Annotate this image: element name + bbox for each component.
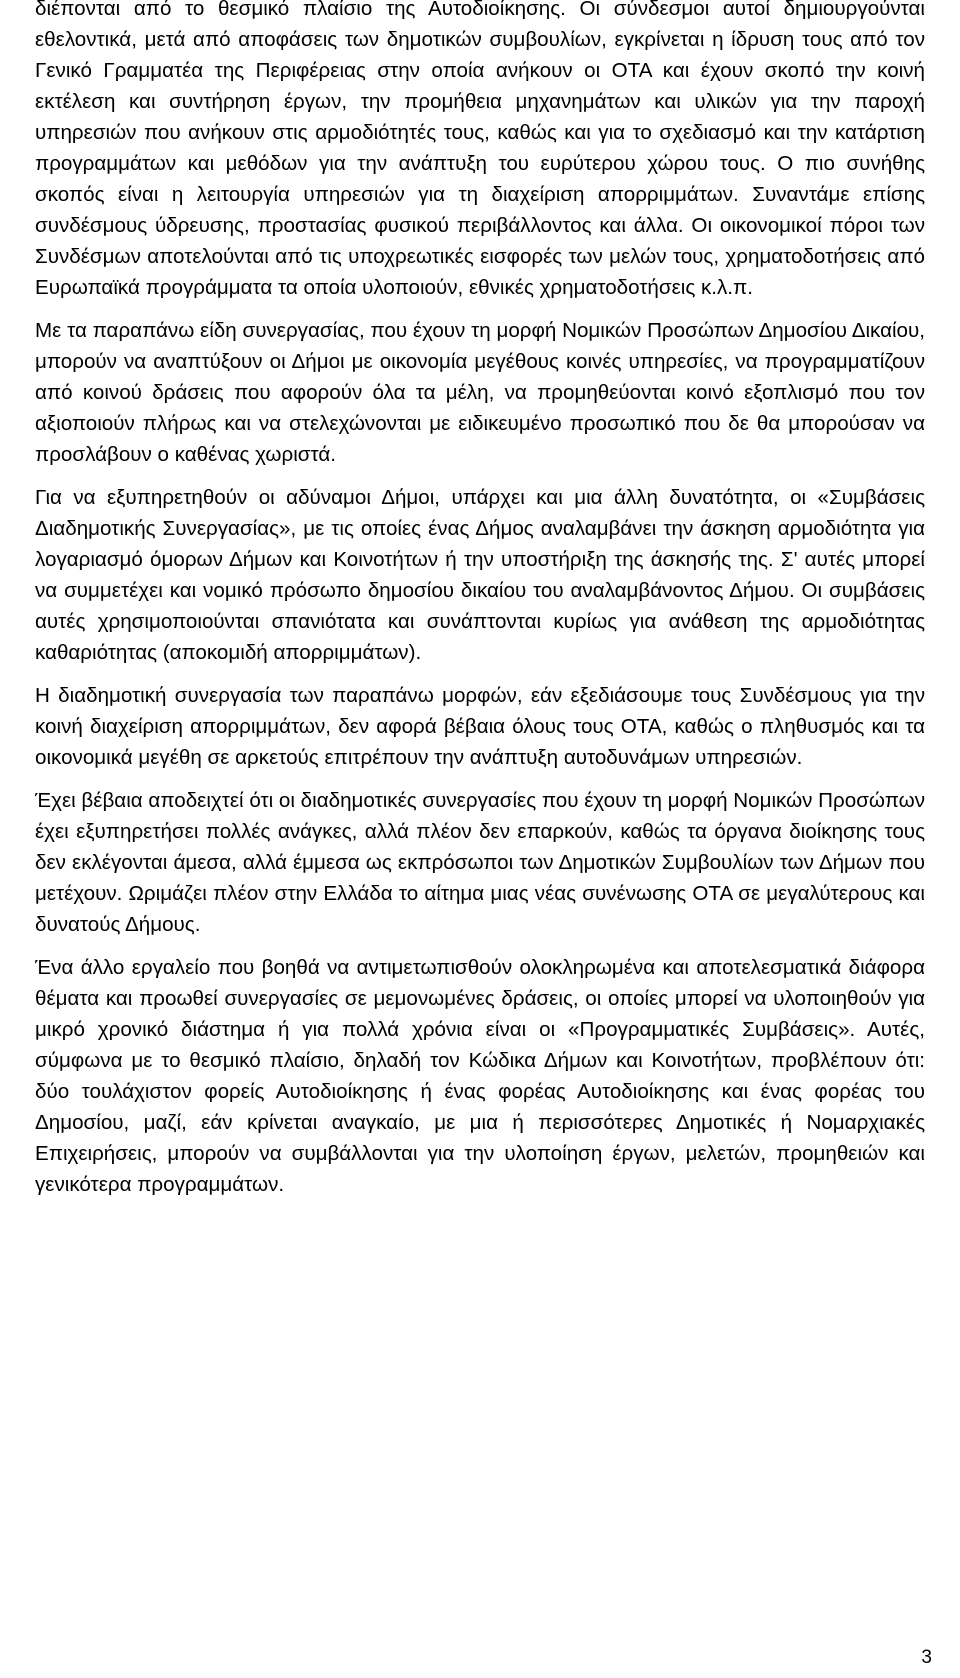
- paragraph-3: Για να εξυπηρετηθούν οι αδύναμοι Δήμοι, υπάρχει και μια άλλη δυνατότητα, οι «Συμβάσεις Διαδημοτικής Συνεργασίας», με τις οποίες ένας Δήμος αναλαμβάνει την άσκηση αρμοδιότητα για λογαριασμό όμορων Δήμων και Κοινοτήτων ή την υποστήριξη της άσκησής της. Σ' αυτές μπορεί να συμμετέχει και νομικό πρόσωπο δημοσίου δικαίου του αναλαμβάνοντος Δήμου. Οι συμβάσεις αυτές χρησιμοποιούνται σπανιότατα και συνάπτονται κυρίως για ανάθεση της αρμοδιότητας καθαριότητας (αποκομιδή απορριμμάτων).: [35, 486, 925, 664]
- paragraph-4: Η διαδημοτική συνεργασία των παραπάνω μορφών, εάν εξεδιάσουμε τους Συνδέσμους για την κοινή διαχείριση απορριμμάτων, δεν αφορά βέβαια όλους τους ΟΤΑ, καθώς ο πληθυσμός και τα οικονομικά μεγέθη σε αρκετούς επιτρέπουν την ανάπτυξη αυτοδυνάμων υπηρεσιών.: [35, 684, 925, 769]
- paragraph-1: διέπονται από το θεσμικό πλαίσιο της Αυτοδιοίκησης. Οι σύνδεσμοι αυτοί δημιουργούνται εθελοντικά, μετά από αποφάσεις των δημοτικών συμβουλίων, εγκρίνεται η ίδρυση τους από τον Γενικό Γραμματέα της Περιφέρειας στην οποία ανήκουν οι ΟΤΑ και έχουν σκοπό την κοινή εκτέλεση και συντήρηση έργων, την προμήθεια μηχανημάτων και υλικών για την παροχή υπηρεσιών που ανήκουν στις αρμοδιότητές τους, καθώς και για το σχεδιασμό και την κατάρτιση προγραμμάτων και μεθόδων για την ανάπτυξη του ευρύτερου χώρου τους. Ο πιο συνήθης σκοπός είναι η λειτουργία υπηρεσιών για τη διαχείριση απορριμμάτων. Συναντάμε επίσης συνδέσμους ύδρευσης, προστασίας φυσικού περιβάλλοντος και άλλα. Οι οικονομικοί πόροι των Συνδέσμων αποτελούνται από τις υποχρεωτικές εισφορές των μελών τους, χρηματοδοτήσεις από Ευρωπαϊκά προγράμματα τα οποία υλοποιούν, εθνικές χρηματοδοτήσεις κ.λ.π.: [35, 0, 925, 299]
- document-body: [35, 0, 925, 1200]
- paragraph-5: Έχει βέβαια αποδειχτεί ότι οι διαδημοτικές συνεργασίες που έχουν τη μορφή Νομικών Προσώπων έχει εξυπηρετήσει πολλές ανάγκες, αλλά πλέον δεν επαρκούν, καθώς τα όργανα διοίκησης τους δεν εκλέγονται άμεσα, αλλά έμμεσα ως εκπρόσωποι των Δημοτικών Συμβουλίων των Δήμων που μετέχουν. Ωριμάζει πλέον στην Ελλάδα το αίτημα μιας νέας συνένωσης ΟΤΑ σε μεγαλύτερους και δυνατούς Δήμους.: [35, 789, 926, 936]
- paragraph-2: Με τα παραπάνω είδη συνεργασίας, που έχουν τη μορφή Νομικών Προσώπων Δημοσίου Δικαίου, μπορούν να αναπτύξουν οι Δήμοι με οικονομία μεγέθους κοινές υπηρεσίες, να προγραμματίζουν από κοινού δράσεις που αφορούν όλα τα μέλη, να προμηθεύονται κοινό εξοπλισμό που τον αξιοποιούν πλήρως και να στελεχώνονται με ειδικευμένο προσωπικό που δε θα μπορούσαν να προσλάβουν ο καθένας χωριστά.: [35, 319, 925, 466]
- page-number: 3: [921, 1647, 932, 1668]
- paragraph-6: Ένα άλλο εργαλείο που βοηθά να αντιμετωπισθούν ολοκληρωμένα και αποτελεσματικά διάφορα θέματα και προωθεί συνεργασίες σε μεμονωμένες δράσεις, οι οποίες μπορεί να υλοποιηθούν για μικρό χρονικό διάστημα ή για πολλά χρόνια είναι οι «Προγραμματικές Συμβάσεις». Αυτές, σύμφωνα με το θεσμικό πλαίσιο, δηλαδή τον Κώδικα Δήμων και Κοινοτήτων, προβλέπουν ότι: δύο τουλάχιστον φορείς Αυτοδιοίκησης ή ένας φορέας Αυτοδιοίκησης και ένας φορέας του Δημοσίου, μαζί, εάν κρίνεται αναγκαίο, με μια ή περισσότερες Δημοτικές ή Νομαρχιακές Επιχειρήσεις, μπορούν να συμβάλλονται για την υλοποίηση έργων, μελετών, προμηθειών και γενικότερα προγραμμάτων.: [35, 956, 925, 1196]
